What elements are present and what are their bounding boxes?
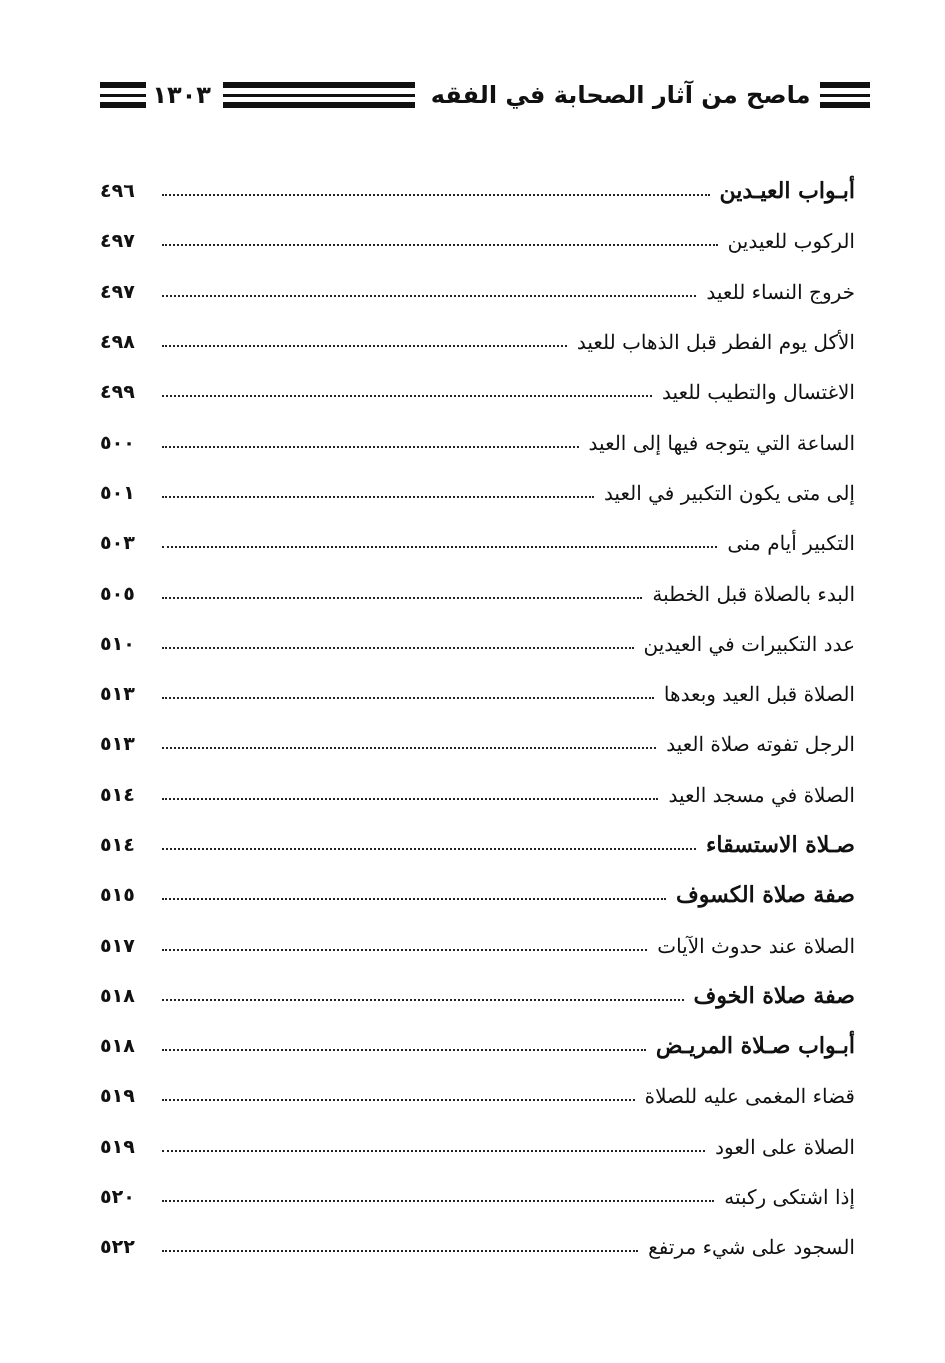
toc-section-heading (100, 870, 855, 920)
toc-entry-page: ٥١٣ (100, 733, 135, 756)
toc-entry-title: أبـواب صـلاة المريـض (655, 1033, 855, 1060)
toc-entry-page: ٥٠٥ (100, 582, 135, 605)
toc-section-heading (100, 1021, 855, 1071)
toc-entry (100, 1071, 855, 1121)
toc-entry-title: صـلاة الاستسقاء (706, 832, 855, 858)
toc-entry-title: الأكل يوم الفطر قبل الذهاب للعيد (576, 330, 855, 355)
dot-leader (162, 848, 696, 850)
toc-entry-title: الركوب للعيدين (727, 229, 855, 254)
toc-entry-page: ٥١٠ (100, 632, 135, 655)
dot-leader (162, 244, 718, 246)
dot-leader (162, 798, 658, 800)
toc-entry (100, 920, 855, 970)
header-rule-right (820, 82, 870, 108)
toc-entry-page: ٥٠٠ (100, 431, 135, 454)
toc-entry-title: البدء بالصلاة قبل الخطبة (652, 581, 855, 606)
toc-entry-page: ٤٩٧ (100, 280, 135, 303)
toc-entry-title: خروج النساء للعيد (706, 279, 855, 304)
toc-entry-title: الصلاة عند حدوث الآيات (657, 933, 855, 958)
dot-leader (162, 898, 666, 900)
dot-leader (162, 949, 647, 951)
toc-entry-page: ٤٩٨ (100, 331, 135, 354)
toc-entry-page: ٥٢٢ (100, 1236, 135, 1259)
toc-section-heading (100, 971, 855, 1021)
dot-leader (162, 446, 579, 448)
header-rule-left (100, 82, 146, 108)
toc-entry (100, 1172, 855, 1222)
toc-entry-page: ٥١٣ (100, 683, 135, 706)
toc-entry (100, 770, 855, 820)
toc-entry-title: عدد التكبيرات في العيدين (643, 631, 855, 656)
toc-entry-title: إذا اشتكى ركبته (724, 1185, 855, 1210)
dot-leader (162, 999, 684, 1001)
dot-leader (162, 546, 717, 548)
dot-leader (162, 1099, 635, 1101)
toc-entry (100, 468, 855, 518)
toc-entry-page: ٥١٥ (100, 884, 135, 907)
dot-leader (162, 295, 696, 297)
toc-entry-title: صفة صلاة الكسوف (675, 882, 855, 909)
toc-entry (100, 669, 855, 719)
dot-leader (162, 194, 710, 196)
dot-leader (162, 1250, 638, 1252)
dot-leader (162, 345, 567, 347)
toc-entry (100, 267, 855, 317)
toc-entry (100, 317, 855, 367)
toc-entry-page: ٥١٧ (100, 934, 135, 957)
toc-entry (100, 216, 855, 266)
toc-entry-page: ٥٢٠ (100, 1186, 135, 1209)
toc-entry-page: ٥١٨ (100, 984, 135, 1007)
toc-entry-page: ٤٩٧ (100, 230, 135, 253)
toc-section-heading (100, 166, 855, 216)
dot-leader (162, 1150, 705, 1152)
toc-entry (100, 367, 855, 417)
toc-entry-title: التكبير أيام منى (727, 531, 855, 556)
toc-entry-title: إلى متى يكون التكبير في العيد (603, 480, 855, 505)
toc-entry-title: قضاء المغمى عليه للصلاة (644, 1084, 855, 1109)
toc-entry (100, 1122, 855, 1172)
header-rule-middle (223, 82, 415, 108)
dot-leader (162, 1200, 714, 1202)
table-of-contents (100, 166, 855, 1273)
toc-entry-title: الساعة التي يتوجه فيها إلى العيد (588, 430, 855, 455)
dot-leader (162, 496, 594, 498)
toc-entry-title: الصلاة على العود (715, 1134, 855, 1159)
toc-section-heading (100, 820, 855, 870)
dot-leader (162, 395, 652, 397)
toc-entry-title: الصلاة في مسجد العيد (668, 782, 855, 807)
dot-leader (162, 647, 634, 649)
toc-entry (100, 1222, 855, 1272)
toc-entry (100, 619, 855, 669)
toc-entry-page: ٥١٤ (100, 783, 135, 806)
toc-entry-page: ٤٩٦ (100, 180, 135, 203)
toc-entry-page: ٥٠١ (100, 481, 135, 504)
toc-entry-page: ٤٩٩ (100, 381, 135, 404)
dot-leader (162, 697, 654, 699)
toc-entry-title: أبـواب العيـدين (719, 178, 855, 205)
toc-entry-page: ٥١٩ (100, 1135, 135, 1158)
toc-entry-title: الرجل تفوته صلاة العيد (666, 732, 855, 757)
toc-entry-title: الصلاة قبل العيد وبعدها (663, 682, 855, 707)
toc-entry (100, 518, 855, 568)
toc-entry-page: ٥١٤ (100, 834, 135, 856)
toc-entry (100, 417, 855, 467)
toc-entry-page: ٥١٨ (100, 1035, 135, 1058)
toc-entry-page: ٥١٩ (100, 1085, 135, 1108)
toc-entry (100, 719, 855, 769)
dot-leader (162, 747, 656, 749)
page-header (100, 70, 870, 120)
dot-leader (162, 1049, 646, 1051)
toc-entry-title: الاغتسال والتطيب للعيد (662, 380, 855, 405)
book-title: ماصح من آثار الصحابة في الفقه (430, 81, 811, 109)
toc-entry-title: السجود على شيء مرتفع (648, 1235, 855, 1260)
page-number: ١٣٠٣ (152, 81, 211, 109)
toc-entry-page: ٥٠٣ (100, 532, 135, 555)
toc-entry (100, 568, 855, 618)
toc-entry-title: صفة صلاة الخوف (693, 982, 855, 1009)
dot-leader (162, 597, 642, 599)
